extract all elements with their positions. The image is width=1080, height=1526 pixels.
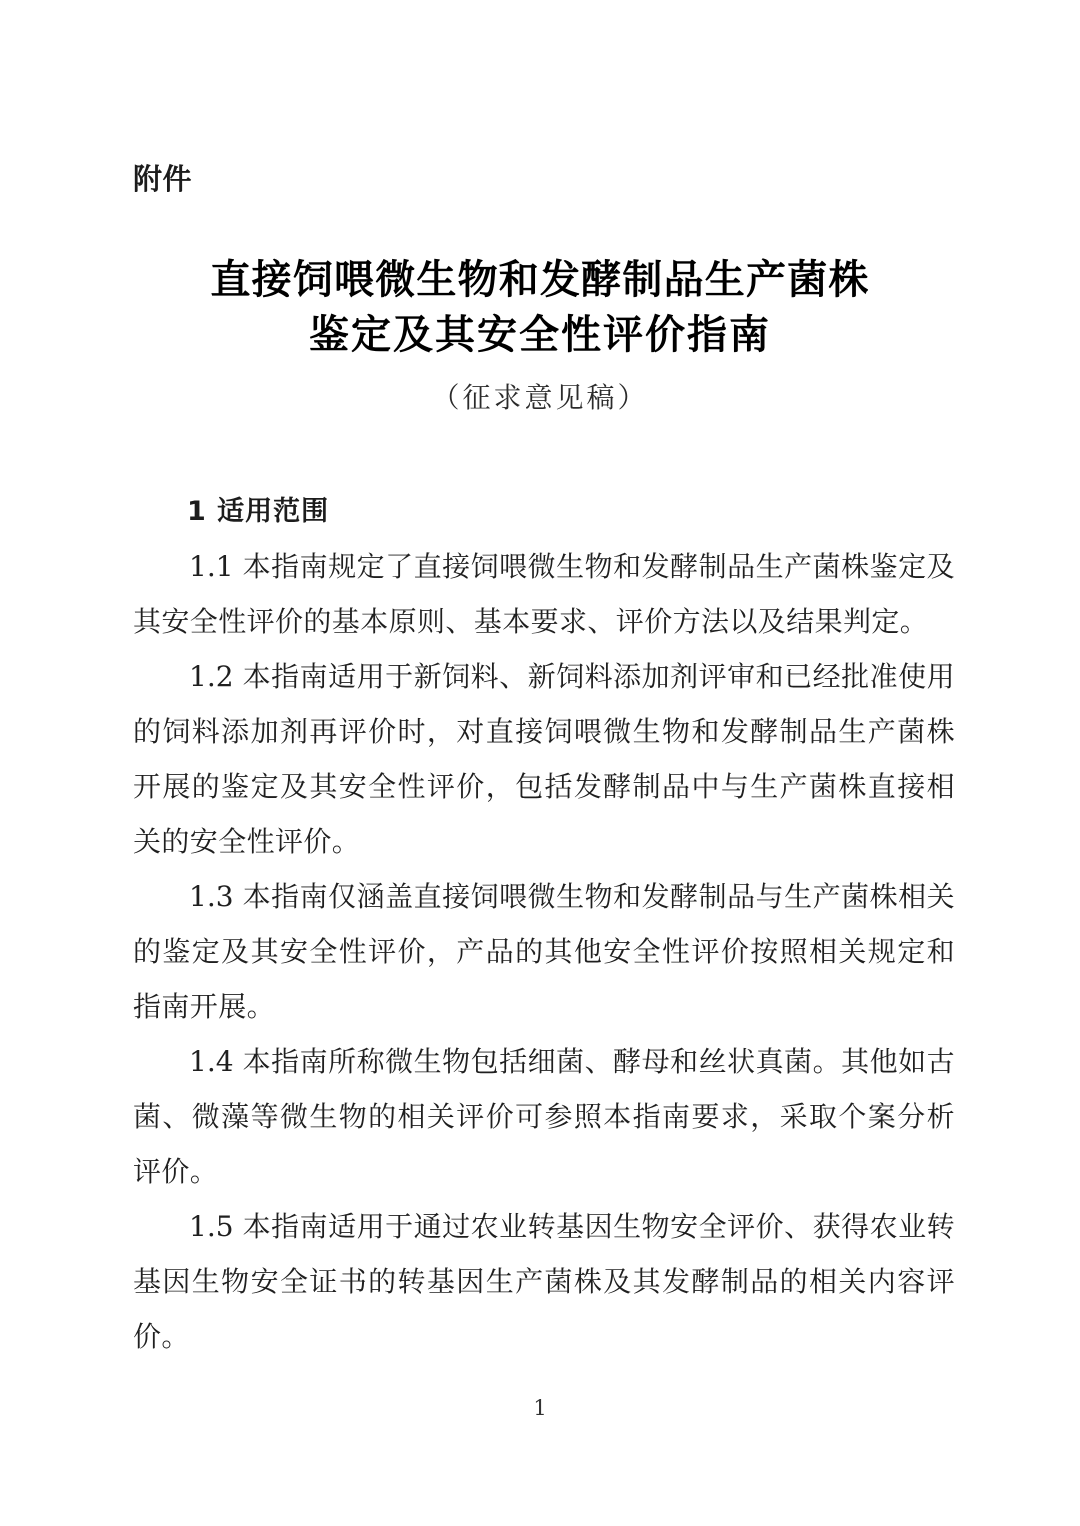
section-heading-scope: 1 适用范围 bbox=[187, 496, 330, 527]
document-body bbox=[133, 484, 955, 1364]
paragraph-text-1-3: 本指南仅涵盖直接饲喂微生物和发酵制品与生产菌株相关的鉴定及其安全性评价，产品的其他安全性评价按照相关规定和指南开展。 bbox=[133, 880, 955, 1023]
paragraph-text-1-1: 本指南规定了直接饲喂微生物和发酵制品生产菌株鉴定及其安全性评价的基本原则、基本要求、评价方法以及结果判定。 bbox=[133, 550, 955, 638]
document-title bbox=[0, 252, 1080, 362]
paragraph-number-1-4: 1.4 bbox=[189, 1045, 234, 1078]
paragraph-1-3 bbox=[133, 869, 955, 1034]
attachment-label: 附件 bbox=[133, 162, 193, 196]
paragraph-1-4 bbox=[133, 1034, 955, 1199]
paragraph-number-1-5: 1.5 bbox=[189, 1210, 234, 1243]
paragraph-1-2 bbox=[133, 649, 955, 869]
document-title-line-2: 鉴定及其安全性评价指南 bbox=[309, 311, 771, 358]
document-subtitle: （征求意见稿） bbox=[431, 381, 649, 414]
paragraph-1-5 bbox=[133, 1199, 955, 1364]
paragraph-text-1-4: 本指南所称微生物包括细菌、酵母和丝状真菌。其他如古菌、微藻等微生物的相关评价可参照本指南要求，采取个案分析评价。 bbox=[133, 1045, 955, 1188]
paragraph-number-1-1: 1.1 bbox=[189, 550, 234, 583]
paragraph-number-1-3: 1.3 bbox=[189, 880, 234, 913]
page-number: 1 bbox=[533, 1396, 547, 1420]
paragraph-text-1-5: 本指南适用于通过农业转基因生物安全评价、获得农业转基因生物安全证书的转基因生产菌株及其发酵制品的相关内容评价。 bbox=[133, 1210, 955, 1353]
paragraph-text-1-2: 本指南适用于新饲料、新饲料添加剂评审和已经批准使用的饲料添加剂再评价时，对直接饲喂微生物和发酵制品生产菌株开展的鉴定及其安全性评价，包括发酵制品中与生产菌株直接相关的安全性评价。 bbox=[133, 660, 955, 858]
document-title-line-1: 直接饲喂微生物和发酵制品生产菌株 bbox=[210, 256, 870, 303]
paragraph-number-1-2: 1.2 bbox=[189, 660, 234, 693]
paragraph-1-1 bbox=[133, 539, 955, 649]
